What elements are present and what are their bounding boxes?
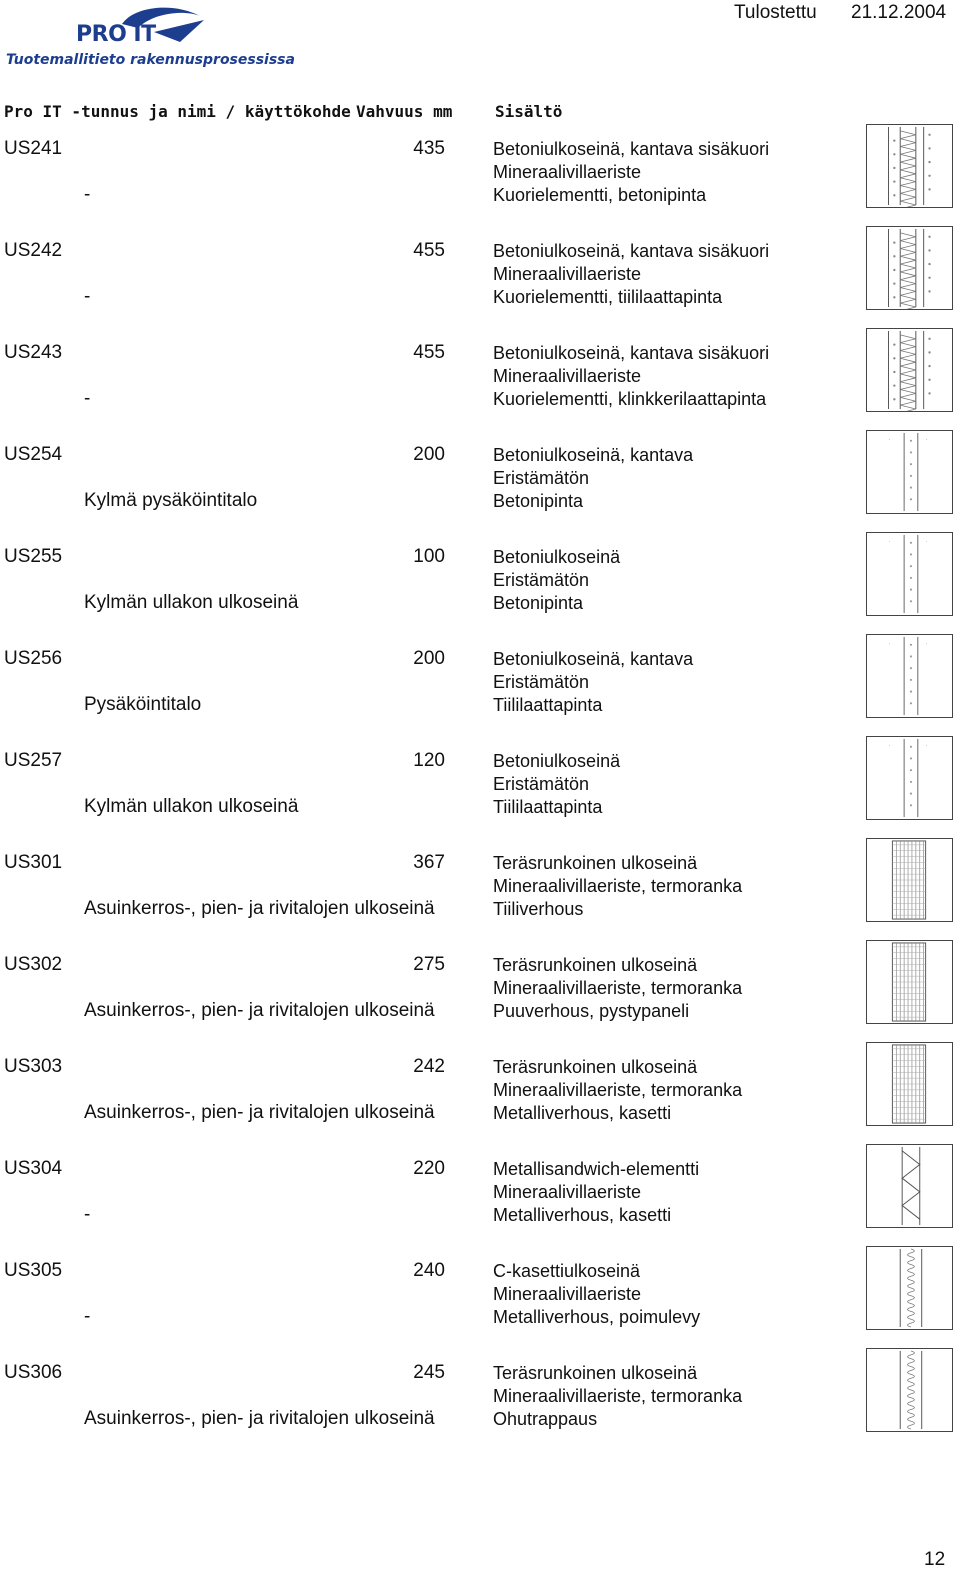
- description-line: Mineraalivillaeriste: [493, 366, 642, 386]
- description-line: Betoniulkoseinä, kantava sisäkuori: [493, 343, 770, 363]
- wall-usage: -: [84, 184, 91, 205]
- page-number: 12: [924, 1549, 946, 1570]
- wall-type-row: [0, 240, 960, 340]
- wall-thickness: 120: [413, 750, 445, 771]
- wall-code: US304: [4, 1158, 63, 1179]
- description-line: Betoniulkoseinä: [493, 751, 621, 771]
- wall-thickness: 100: [413, 546, 445, 567]
- wall-section-sketch: [866, 1348, 953, 1432]
- description-line: Tiiliverhous: [493, 899, 584, 919]
- svg-text:·: ·: [888, 436, 891, 443]
- wall-thickness: 245: [413, 1362, 445, 1383]
- wall-section-sketch: [866, 736, 953, 820]
- description-line: Kuorielementti, betonipinta: [493, 185, 707, 205]
- wall-thickness: 220: [413, 1158, 445, 1179]
- wall-type-row: [0, 1260, 960, 1360]
- wall-type-row: [0, 538, 960, 646]
- wall-thickness: 242: [413, 1056, 445, 1077]
- description-line: Eristämätön: [493, 468, 590, 488]
- wall-description: [493, 1158, 699, 1227]
- description-line: Metalliverhous, poimulevy: [493, 1307, 701, 1327]
- wall-usage: Kylmän ullakon ulkoseinä: [84, 796, 299, 817]
- wall-description: [493, 852, 742, 921]
- description-line: Betonipinta: [493, 593, 584, 613]
- description-line: Eristämätön: [493, 774, 590, 794]
- wall-description: [493, 546, 620, 615]
- description-line: Puuverhous, pystypaneli: [493, 1001, 690, 1021]
- description-line: Teräsrunkoinen ulkoseinä: [493, 1057, 698, 1077]
- description-line: Kuorielementti, tiililaattapinta: [493, 287, 723, 307]
- wall-code: US243: [4, 342, 63, 363]
- wall-code: US302: [4, 954, 63, 975]
- wall-usage: Asuinkerros-, pien- ja rivitalojen ulkoseinä: [84, 1408, 435, 1429]
- wall-thickness: 200: [413, 444, 445, 465]
- svg-text:·: ·: [888, 742, 891, 749]
- description-line: Mineraalivillaeriste, termoranka: [493, 876, 743, 896]
- wall-section-sketch: [866, 532, 953, 616]
- wall-description: [493, 648, 693, 717]
- description-line: Metallisandwich-elementti: [493, 1159, 700, 1179]
- wall-type-row: [0, 342, 960, 442]
- description-line: Betonipinta: [493, 491, 584, 511]
- wall-section-sketch: [866, 940, 953, 1024]
- wall-usage: Asuinkerros-, pien- ja rivitalojen ulkoseinä: [84, 1102, 435, 1123]
- wall-usage: -: [84, 1306, 91, 1327]
- wall-description: [493, 444, 693, 513]
- svg-text:·: ·: [925, 742, 928, 749]
- description-line: Mineraalivillaeriste: [493, 1284, 642, 1304]
- wall-code: US303: [4, 1056, 63, 1077]
- svg-text:·: ·: [888, 640, 891, 647]
- print-label: Tulostettu: [734, 2, 817, 23]
- wall-usage: -: [84, 388, 91, 409]
- wall-code: US255: [4, 546, 63, 567]
- wall-type-row: [0, 1362, 960, 1462]
- wall-usage: Pysäköintitalo: [84, 694, 202, 715]
- wall-type-row: [0, 1056, 960, 1156]
- description-line: Metalliverhous, kasetti: [493, 1205, 672, 1225]
- wall-section-sketch: [866, 838, 953, 922]
- wall-thickness: 435: [413, 138, 445, 159]
- wall-thickness: 240: [413, 1260, 445, 1281]
- wall-usage: -: [84, 286, 91, 307]
- description-line: Mineraalivillaeriste: [493, 162, 642, 182]
- wall-description: [493, 1260, 700, 1329]
- column-header-content: Sisältö: [495, 102, 563, 121]
- wall-code: US254: [4, 444, 63, 465]
- description-line: Metalliverhous, kasetti: [493, 1103, 672, 1123]
- wall-code: US306: [4, 1362, 63, 1383]
- wall-code: US257: [4, 750, 63, 771]
- description-line: Tiililaattapinta: [493, 797, 603, 817]
- wall-code: US301: [4, 852, 63, 873]
- wall-section-sketch: [866, 124, 953, 208]
- description-line: Kuorielementti, klinkkerilaattapinta: [493, 389, 767, 409]
- description-line: Betoniulkoseinä: [493, 547, 621, 567]
- wall-section-sketch: [866, 1246, 953, 1330]
- description-line: Betoniulkoseinä, kantava sisäkuori: [493, 241, 770, 261]
- wall-type-row: [0, 742, 960, 850]
- wall-section-sketch: [866, 634, 953, 718]
- logo-subtitle: Tuotemallitieto rakennusprosessissa: [6, 52, 295, 68]
- print-date: 21.12.2004: [851, 2, 947, 23]
- description-line: C-kasettiulkoseinä: [493, 1261, 641, 1281]
- description-line: Mineraalivillaeriste: [493, 1182, 642, 1202]
- description-line: Mineraalivillaeriste, termoranka: [493, 978, 743, 998]
- description-line: Teräsrunkoinen ulkoseinä: [493, 955, 698, 975]
- wall-type-row: [0, 1158, 960, 1258]
- wall-usage: -: [84, 1204, 91, 1225]
- wall-section-sketch: [866, 226, 953, 310]
- wall-code: US242: [4, 240, 63, 261]
- wall-thickness: 275: [413, 954, 445, 975]
- logo-text: PRO IT: [76, 22, 156, 47]
- wall-thickness: 200: [413, 648, 445, 669]
- wall-usage: Kylmän ullakon ulkoseinä: [84, 592, 299, 613]
- column-header-thickness: Vahvuus mm: [356, 102, 453, 121]
- description-line: Ohutrappaus: [493, 1409, 598, 1429]
- wall-type-row: [0, 138, 960, 238]
- wall-description: [493, 954, 742, 1023]
- pro-it-logo: [4, 2, 295, 68]
- wall-description: [493, 1056, 742, 1125]
- description-line: Eristämätön: [493, 672, 590, 692]
- wall-usage: Asuinkerros-, pien- ja rivitalojen ulkoseinä: [84, 1000, 435, 1021]
- wall-usage: Kylmä pysäköintitalo: [84, 490, 258, 511]
- description-line: Mineraalivillaeriste, termoranka: [493, 1080, 743, 1100]
- description-line: Eristämätön: [493, 570, 590, 590]
- wall-thickness: 367: [413, 852, 445, 873]
- svg-text:·: ·: [925, 538, 928, 545]
- wall-description: [493, 240, 769, 309]
- description-line: Tiililaattapinta: [493, 695, 603, 715]
- column-header-name: Pro IT -tunnus ja nimi / käyttökohde: [4, 102, 351, 121]
- wall-type-row: [0, 436, 960, 544]
- wall-description: [493, 750, 620, 819]
- description-line: Mineraalivillaeriste, termoranka: [493, 1386, 743, 1406]
- wall-section-sketch: [866, 1144, 953, 1228]
- wall-section-sketch: [866, 430, 953, 514]
- svg-text:·: ·: [925, 436, 928, 443]
- wall-type-row: [0, 954, 960, 1054]
- description-line: Teräsrunkoinen ulkoseinä: [493, 1363, 698, 1383]
- wall-description: [493, 342, 769, 411]
- wall-description: [493, 1362, 742, 1431]
- wall-usage: Asuinkerros-, pien- ja rivitalojen ulkoseinä: [84, 898, 435, 919]
- wall-code: US256: [4, 648, 63, 669]
- svg-text:·: ·: [925, 640, 928, 647]
- wall-code: US305: [4, 1260, 63, 1281]
- wall-code: US241: [4, 138, 63, 159]
- wall-thickness: 455: [413, 240, 445, 261]
- wall-section-sketch: [866, 1042, 953, 1126]
- description-line: Betoniulkoseinä, kantava: [493, 649, 694, 669]
- description-line: Mineraalivillaeriste: [493, 264, 642, 284]
- wall-section-sketch: [866, 328, 953, 412]
- wall-description: [493, 138, 769, 207]
- wall-type-row: [0, 640, 960, 748]
- svg-text:·: ·: [888, 538, 891, 545]
- description-line: Betoniulkoseinä, kantava: [493, 445, 694, 465]
- wall-type-row: [0, 852, 960, 952]
- wall-thickness: 455: [413, 342, 445, 363]
- description-line: Teräsrunkoinen ulkoseinä: [493, 853, 698, 873]
- description-line: Betoniulkoseinä, kantava sisäkuori: [493, 139, 770, 159]
